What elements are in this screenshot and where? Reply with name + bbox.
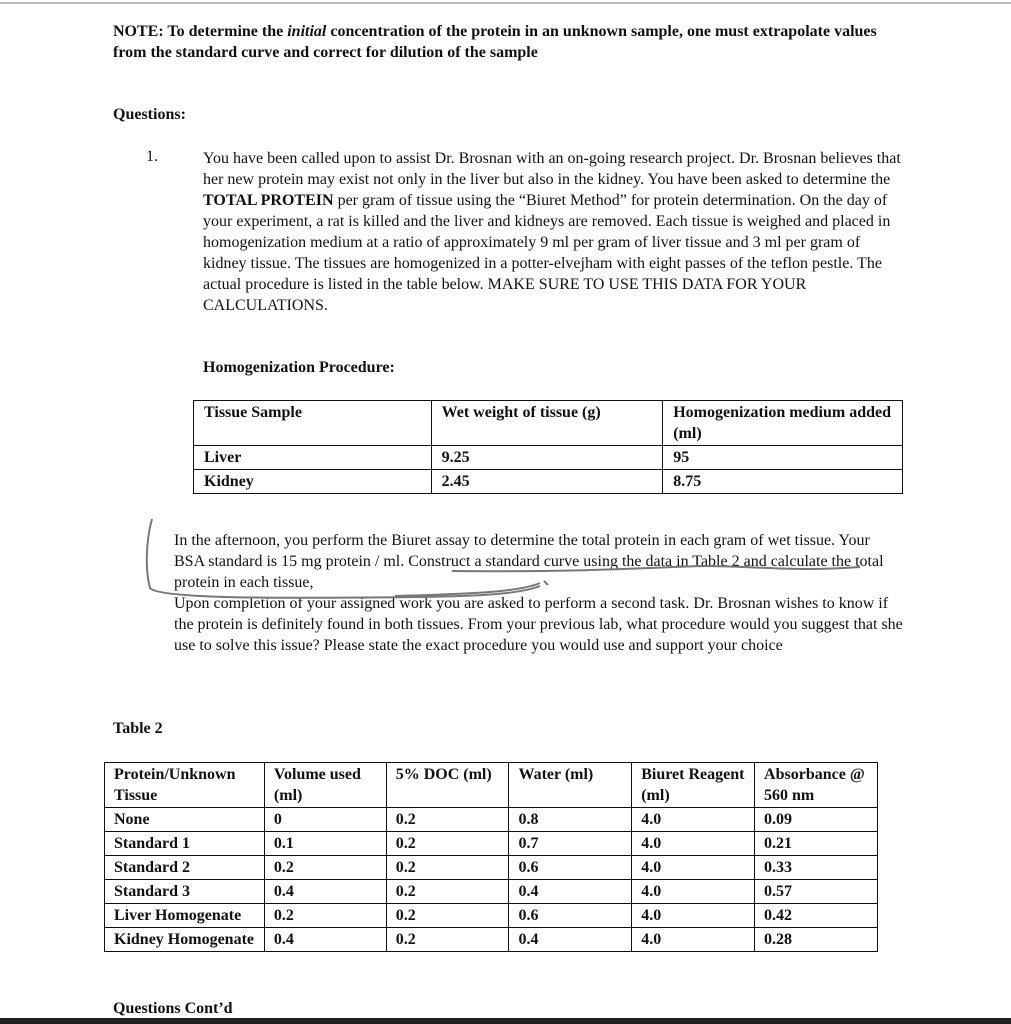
table-2 — [104, 762, 878, 952]
table-row — [194, 446, 903, 470]
cell: 0.28 — [755, 928, 878, 952]
table-row — [105, 904, 878, 928]
cell: 0.2 — [386, 856, 509, 880]
table-row — [105, 928, 878, 952]
cell: 0.21 — [755, 832, 878, 856]
cell: 2.45 — [431, 470, 663, 494]
homogenization-heading: Homogenization Procedure: — [203, 359, 395, 376]
cell: Standard 1 — [105, 832, 265, 856]
table-row — [105, 832, 878, 856]
header-cell: Wet weight of tissue (g) — [431, 401, 663, 446]
cell: 0.2 — [386, 832, 509, 856]
table-2-heading: Table 2 — [113, 720, 163, 737]
table-header-row — [105, 763, 878, 808]
cell: 0.6 — [509, 904, 632, 928]
bottom-bar — [0, 1018, 1011, 1024]
cell: 4.0 — [632, 928, 755, 952]
header-cell: 5% DOC (ml) — [386, 763, 509, 808]
cell: None — [105, 808, 265, 832]
table-row — [105, 880, 878, 904]
cell: 0.2 — [386, 808, 509, 832]
header-cell: Tissue Sample — [194, 401, 432, 446]
cell: 0.4 — [509, 928, 632, 952]
cell: 0.4 — [264, 928, 386, 952]
cell: 95 — [663, 446, 903, 470]
cell: 4.0 — [632, 880, 755, 904]
cell: 0.4 — [509, 880, 632, 904]
cell: 0.2 — [386, 880, 509, 904]
cell: 4.0 — [632, 856, 755, 880]
cell: 0.33 — [755, 856, 878, 880]
cell: 0.1 — [264, 832, 386, 856]
table-row — [105, 808, 878, 832]
questions-heading: Questions: — [113, 106, 186, 123]
paragraph-3: Upon completion of your assigned work you are asked to perform a second task. Dr. Brosnan wishes to know if the protein is definitely found in both tissues. From your previous lab, what procedure would you suggest that she use to solve this issue? Please state the exact procedure you would use and support your choice — [174, 595, 903, 654]
cell: 0.09 — [755, 808, 878, 832]
table-header-row — [194, 401, 903, 446]
cell: 9.25 — [431, 446, 663, 470]
cell: Kidney — [194, 470, 432, 494]
note-text: NOTE: To determine the initial concentration of the protein in an unknown sample, one must extrapolate values from the standard curve and correct for dilution of the sample — [113, 23, 877, 61]
cell: 0.7 — [509, 832, 632, 856]
cell: 0 — [264, 808, 386, 832]
cell: 0.2 — [264, 856, 386, 880]
header-cell: Homogenization medium added (ml) — [663, 401, 903, 446]
cell: 4.0 — [632, 832, 755, 856]
cell: 0.2 — [386, 904, 509, 928]
homogenization-table — [193, 400, 903, 494]
questions-continued-heading: Questions Cont’d — [113, 1000, 233, 1017]
cell: Liver Homogenate — [105, 904, 265, 928]
table-row — [194, 470, 903, 494]
header-cell: Protein/Unknown Tissue — [105, 763, 265, 808]
header-cell: Biuret Reagent (ml) — [632, 763, 755, 808]
cell: 0.8 — [509, 808, 632, 832]
header-cell: Volume used (ml) — [264, 763, 386, 808]
question-1-text: You have been called upon to assist Dr. Brosnan with an on-going research project. Dr. Brosnan believes that her new protein may exist not only in the liver but also in the kidney. You have been asked to determine the TOTAL PROTEIN per gram of tissue using the “Biuret Method” for protein determination. On the day of your experiment, a rat is killed and the liver and kidneys are removed. Each tissue is weighed and placed in homogenization medium at a ratio of approximately 9 ml per gram of liver tissue and 3 ml per gram of kidney tissue. The tissues are homogenized in a potter-elvejham with eight passes of the teflon pestle. The actual procedure is listed in the table below. MAKE SURE TO USE THIS DATA FOR YOUR CALCULATIONS. — [203, 150, 901, 314]
cell: 0.57 — [755, 880, 878, 904]
assay-instructions — [174, 530, 904, 656]
cell: Standard 2 — [105, 856, 265, 880]
table-row — [105, 856, 878, 880]
cell: Kidney Homogenate — [105, 928, 265, 952]
paragraph-2: In the afternoon, you perform the Biuret assay to determine the total protein in each gram of wet tissue. Your BSA standard is 15 mg protein / ml. Construct a standard curve using the data in Table 2 and calculate the total protein in each tissue, — [174, 532, 884, 591]
cell: 0.42 — [755, 904, 878, 928]
top-border — [0, 2, 1011, 4]
cell: Liver — [194, 446, 432, 470]
cell: 0.6 — [509, 856, 632, 880]
cell: 8.75 — [663, 470, 903, 494]
cell: 0.2 — [264, 904, 386, 928]
cell: 0.4 — [264, 880, 386, 904]
question-number: 1. — [146, 148, 158, 165]
cell: 4.0 — [632, 808, 755, 832]
cell: 0.2 — [386, 928, 509, 952]
header-cell: Water (ml) — [509, 763, 632, 808]
header-cell: Absorbance @ 560 nm — [755, 763, 878, 808]
cell: 4.0 — [632, 904, 755, 928]
cell: Standard 3 — [105, 880, 265, 904]
